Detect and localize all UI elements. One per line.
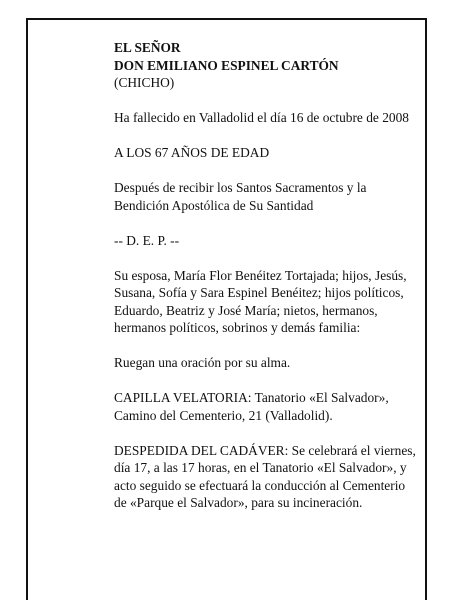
deceased-name: DON EMILIANO ESPINEL CARTÓN [114, 57, 339, 73]
chapel-info: CAPILLA VELATORIA: Tanatorio «El Salvador», Camino del Cementerio, 21 (Valladolid). [114, 390, 389, 423]
death-announcement: Ha fallecido en Valladolid el día 16 de octubre de 2008 [114, 110, 409, 125]
family-paragraph: Su esposa, María Flor Benéitez Tortajada; hijos, Jesús, Susana, Sofía y Sara Espinel Benéitez; hijos políticos, Eduardo, Beatriz y José María; nietos, hermanos, hermanos políticos, sobrinos y demás familia: [114, 267, 407, 335]
nickname: (CHICHO) [114, 75, 175, 90]
farewell-info: DESPEDIDA DEL CADÁVER: Se celebrará el viernes, día 17, a las 17 horas, en el Tanatorio «El Salvador», y acto seguido se efectuará la conducción al Cementerio de «Parque el Salvador», para su incineración. [114, 442, 416, 510]
rip-line: -- D. E. P. -- [114, 232, 180, 248]
title-line-1: EL SEÑOR [114, 40, 181, 55]
age-line: A LOS 67 AÑOS DE EDAD [114, 145, 270, 160]
obituary-text [114, 39, 420, 512]
prayer-request: Ruegan una oración por su alma. [114, 355, 291, 370]
sacraments-line: Después de recibir los Santos Sacramentos y la Bendición Apostólica de Su Santidad [114, 180, 367, 213]
